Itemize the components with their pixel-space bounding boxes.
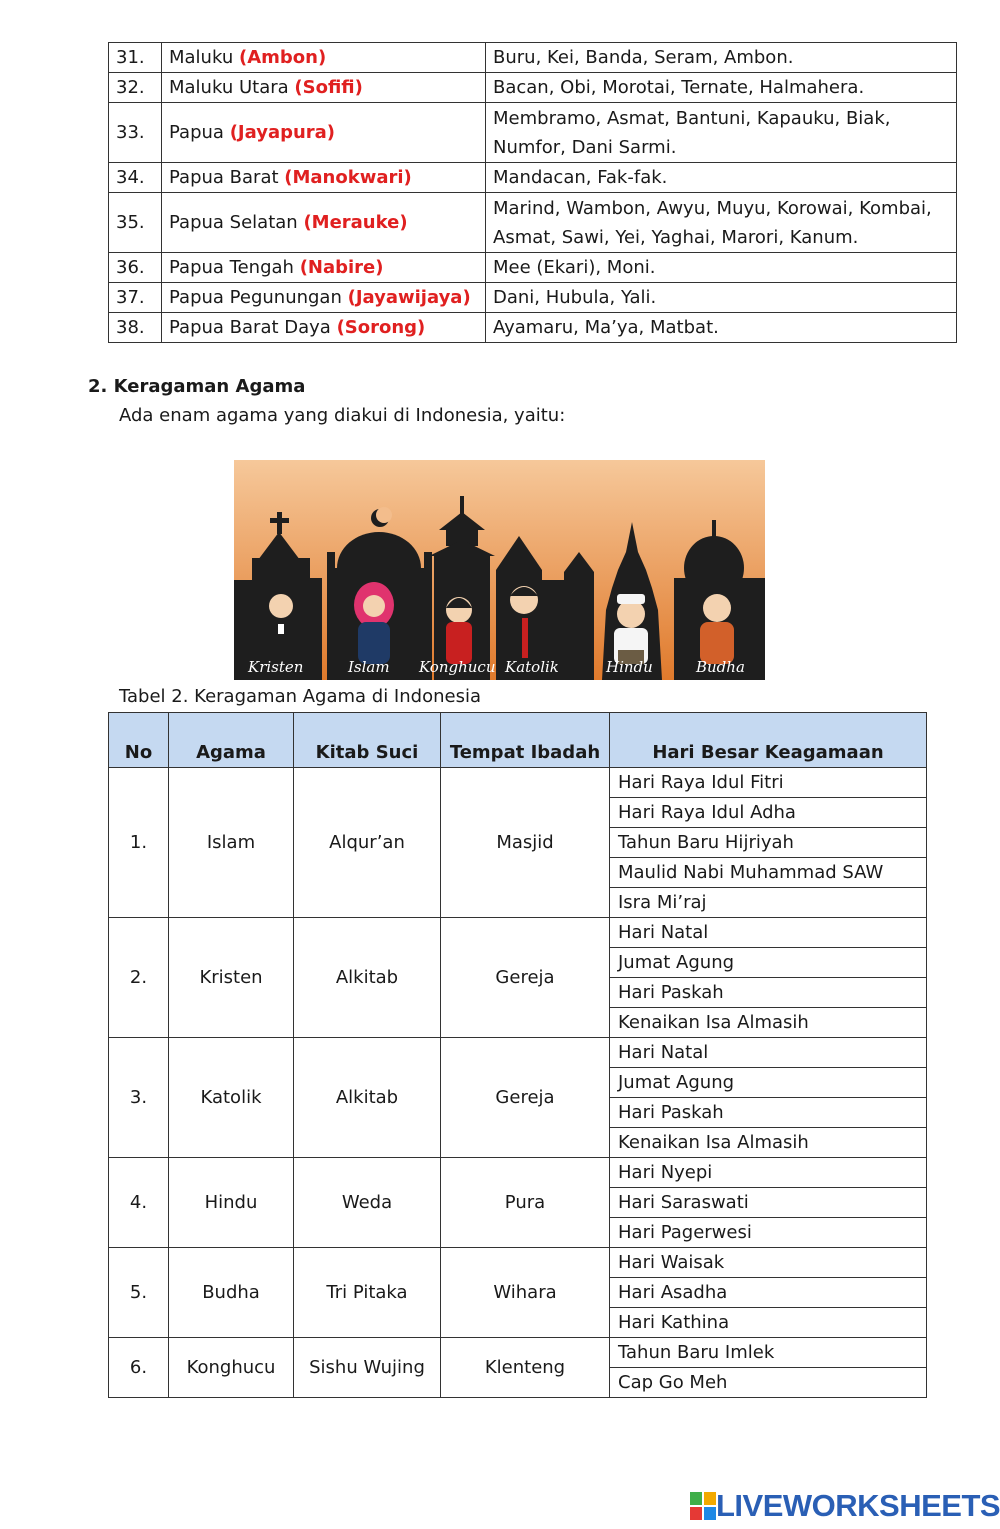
header-hari: Hari Besar Keagamaan: [610, 713, 927, 768]
holiday: Hari Waisak: [610, 1248, 927, 1278]
table-row: [109, 1248, 927, 1278]
province-name: Maluku: [169, 47, 234, 68]
holiday: Jumat Agung: [610, 948, 927, 978]
place-of-worship: Masjid: [441, 768, 610, 918]
ethnic-line: Marind, Wambon, Awyu, Muyu, Korowai, Kombai,: [493, 197, 932, 219]
province-number: 37.: [109, 283, 162, 313]
row-number: 4.: [109, 1158, 169, 1248]
province-name: Papua Tengah: [169, 257, 294, 278]
province-name: Papua Selatan: [169, 212, 298, 233]
ethnic-groups: [486, 283, 957, 313]
ethnic-line: Membramo, Asmat, Bantuni, Kapauku, Biak,: [493, 107, 891, 129]
holiday: Hari Asadha: [610, 1278, 927, 1308]
religion-name: Katolik: [169, 1038, 294, 1158]
province-name: Papua Barat Daya: [169, 317, 331, 338]
ethnic-groups: [486, 193, 957, 253]
header-agama: Agama: [169, 713, 294, 768]
religion-table: [108, 712, 927, 1398]
row-number: 5.: [109, 1248, 169, 1338]
table-caption: Tabel 2. Keragaman Agama di Indonesia: [119, 686, 481, 707]
ethnic-groups: [486, 253, 957, 283]
ethnic-line: Buru, Kei, Banda, Seram, Ambon.: [493, 47, 794, 68]
row-number: 3.: [109, 1038, 169, 1158]
holiday: Hari Natal: [610, 918, 927, 948]
ethnic-line: Bacan, Obi, Morotai, Ternate, Halmahera.: [493, 77, 865, 98]
place-of-worship: Pura: [441, 1158, 610, 1248]
header-tempat: Tempat Ibadah: [441, 713, 610, 768]
table-row: [109, 918, 927, 948]
place-of-worship: Gereja: [441, 1038, 610, 1158]
holiday: Cap Go Meh: [610, 1368, 927, 1398]
place-of-worship: Gereja: [441, 918, 610, 1038]
logo-text: LIVEWORKSHEETS: [716, 1488, 1000, 1523]
holiday: Hari Natal: [610, 1038, 927, 1068]
province-cell: [162, 253, 486, 283]
province-capital: (Nabire): [299, 257, 384, 278]
province-cell: [162, 103, 486, 163]
province-capital: (Sofifi): [294, 77, 363, 98]
holy-book: Weda: [294, 1158, 441, 1248]
province-number: 32.: [109, 73, 162, 103]
province-number: 31.: [109, 43, 162, 73]
province-capital: (Merauke): [303, 212, 408, 233]
holiday: Jumat Agung: [610, 1068, 927, 1098]
province-row: [109, 313, 957, 343]
holiday: Kenaikan Isa Almasih: [610, 1008, 927, 1038]
province-name: Papua: [169, 122, 224, 143]
religion-name: Kristen: [169, 918, 294, 1038]
province-capital: (Sorong): [336, 317, 426, 338]
province-cell: [162, 193, 486, 253]
holiday: Hari Raya Idul Adha: [610, 798, 927, 828]
religion-name: Budha: [169, 1248, 294, 1338]
province-cell: [162, 73, 486, 103]
province-cell: [162, 283, 486, 313]
province-table: [108, 42, 957, 343]
header-no: No: [109, 713, 169, 768]
province-row: [109, 283, 957, 313]
province-row: [109, 103, 957, 163]
illus-label: Islam: [348, 658, 390, 676]
ethnic-line: Dani, Hubula, Yali.: [493, 287, 657, 308]
ethnic-groups: [486, 313, 957, 343]
province-name: Maluku Utara: [169, 77, 289, 98]
holiday: Isra Mi’raj: [610, 888, 927, 918]
province-cell: [162, 163, 486, 193]
ethnic-line: Mandacan, Fak-fak.: [493, 167, 668, 188]
holiday: Tahun Baru Imlek: [610, 1338, 927, 1368]
liveworksheets-logo: [690, 1488, 1000, 1524]
province-row: [109, 73, 957, 103]
holiday: Hari Nyepi: [610, 1158, 927, 1188]
holiday: Hari Kathina: [610, 1308, 927, 1338]
place-of-worship: Wihara: [441, 1248, 610, 1338]
religion-name: Hindu: [169, 1158, 294, 1248]
province-row: [109, 163, 957, 193]
header-kitab: Kitab Suci: [294, 713, 441, 768]
province-number: 38.: [109, 313, 162, 343]
province-cell: [162, 313, 486, 343]
holy-book: Alqur’an: [294, 768, 441, 918]
section-intro: Ada enam agama yang diakui di Indonesia, yaitu:: [119, 405, 566, 426]
holy-book: Alkitab: [294, 1038, 441, 1158]
ethnic-groups: [486, 73, 957, 103]
province-number: 34.: [109, 163, 162, 193]
place-of-worship: Klenteng: [441, 1338, 610, 1398]
table-row: [109, 768, 927, 798]
illus-label: Kristen: [248, 658, 304, 676]
holiday: Tahun Baru Hijriyah: [610, 828, 927, 858]
province-row: [109, 253, 957, 283]
province-capital: (Ambon): [238, 47, 327, 68]
ethnic-line: Mee (Ekari), Moni.: [493, 257, 656, 278]
holy-book: Sishu Wujing: [294, 1338, 441, 1398]
ethnic-groups: [486, 103, 957, 163]
holiday: Hari Saraswati: [610, 1188, 927, 1218]
ethnic-line: Ayamaru, Ma’ya, Matbat.: [493, 317, 719, 338]
province-capital: (Jayapura): [229, 122, 336, 143]
province-number: 35.: [109, 193, 162, 253]
ethnic-groups: [486, 43, 957, 73]
religion-illustration: [234, 460, 765, 680]
ethnic-line: Numfor, Dani Sarmi.: [493, 136, 677, 158]
province-cell: [162, 43, 486, 73]
holiday: Kenaikan Isa Almasih: [610, 1128, 927, 1158]
ethnic-line: Asmat, Sawi, Yei, Yaghai, Marori, Kanum.: [493, 226, 859, 248]
ethnic-groups: [486, 163, 957, 193]
holiday: Hari Paskah: [610, 978, 927, 1008]
illus-label: Hindu: [606, 658, 653, 676]
illus-label: Konghucu: [419, 658, 496, 676]
province-row: [109, 193, 957, 253]
row-number: 6.: [109, 1338, 169, 1398]
section-title: 2. Keragaman Agama: [88, 376, 306, 397]
province-number: 36.: [109, 253, 162, 283]
table-row: [109, 1158, 927, 1188]
religion-name: Islam: [169, 768, 294, 918]
religion-name: Konghucu: [169, 1338, 294, 1398]
holiday: Hari Raya Idul Fitri: [610, 768, 927, 798]
holy-book: Tri Pitaka: [294, 1248, 441, 1338]
illus-label: Katolik: [505, 658, 559, 676]
holiday: Hari Paskah: [610, 1098, 927, 1128]
province-number: 33.: [109, 103, 162, 163]
row-number: 1.: [109, 768, 169, 918]
table-row: [109, 1338, 927, 1368]
province-capital: (Jayawijaya): [347, 287, 471, 308]
province-name: Papua Pegunungan: [169, 287, 342, 308]
holiday: Maulid Nabi Muhammad SAW: [610, 858, 927, 888]
province-name: Papua Barat: [169, 167, 279, 188]
province-capital: (Manokwari): [284, 167, 412, 188]
illus-label: Budha: [696, 658, 745, 676]
table-row: [109, 1038, 927, 1068]
logo-icon: [690, 1492, 716, 1520]
province-row: [109, 43, 957, 73]
row-number: 2.: [109, 918, 169, 1038]
holiday: Hari Pagerwesi: [610, 1218, 927, 1248]
header-row: [109, 713, 927, 768]
holy-book: Alkitab: [294, 918, 441, 1038]
